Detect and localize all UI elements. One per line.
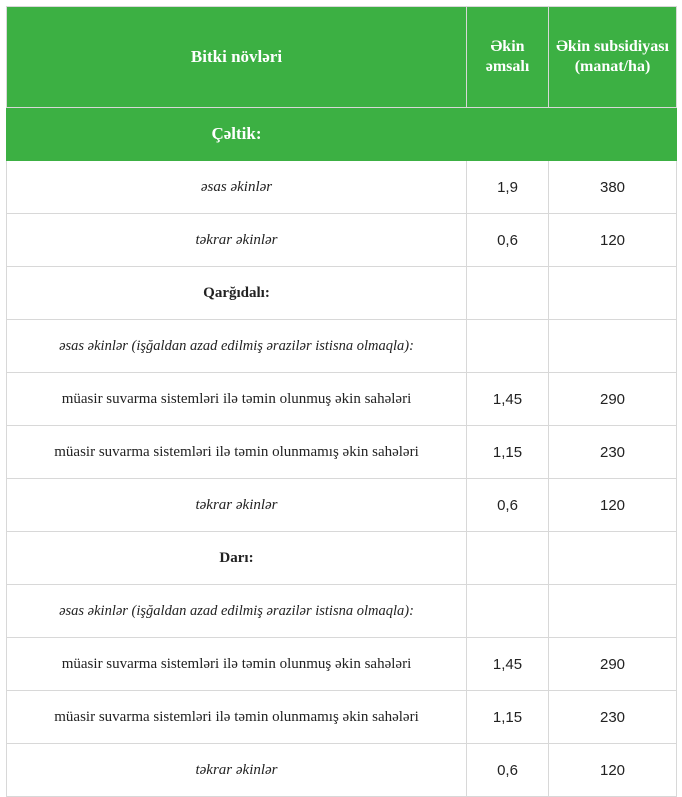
cell-subsidy: 120 [549, 214, 677, 267]
cell-subsidy [549, 320, 677, 373]
table-row [7, 479, 677, 532]
cell-subsidy: 120 [549, 744, 677, 797]
table-row [7, 373, 677, 426]
cell-subsidy [549, 267, 677, 320]
cell-coefficient: 0,6 [467, 214, 549, 267]
table-row [7, 426, 677, 479]
cell-coefficient: 1,15 [467, 691, 549, 744]
cell-plant-type: əsas əkinlər (işğaldan azad edilmiş ərazilər istisna olmaqla): [7, 585, 467, 638]
table-row [7, 744, 677, 797]
table-row [7, 214, 677, 267]
table-row [7, 320, 677, 373]
cell-coefficient: 0,6 [467, 479, 549, 532]
table-row [7, 161, 677, 214]
table-row [7, 638, 677, 691]
cell-plant-type: təkrar əkinlər [7, 744, 467, 797]
cell-coefficient: 1,15 [467, 426, 549, 479]
cell-subsidy [549, 585, 677, 638]
cell-coefficient [467, 585, 549, 638]
table-row [7, 108, 677, 161]
cell-coefficient: 1,9 [467, 161, 549, 214]
cell-plant-type: Çəltik: [7, 108, 467, 161]
cell-plant-type: müasir suvarma sistemləri ilə təmin olunmuş əkin sahələri [7, 638, 467, 691]
cell-coefficient: 0,6 [467, 744, 549, 797]
cell-subsidy: 380 [549, 161, 677, 214]
cell-plant-type: müasir suvarma sistemləri ilə təmin olunmamış əkin sahələri [7, 426, 467, 479]
column-header-coefficient: Əkin əmsalı [467, 7, 549, 108]
cell-coefficient [467, 532, 549, 585]
table-row [7, 532, 677, 585]
cell-coefficient: 1,45 [467, 373, 549, 426]
cell-subsidy: 230 [549, 691, 677, 744]
cell-coefficient [467, 108, 549, 161]
table-row [7, 267, 677, 320]
cell-plant-type: müasir suvarma sistemləri ilə təmin olunmuş əkin sahələri [7, 373, 467, 426]
column-header-subsidy: Əkin subsidiyası (manat/ha) [549, 7, 677, 108]
cell-coefficient [467, 320, 549, 373]
cell-plant-type: təkrar əkinlər [7, 214, 467, 267]
cell-subsidy [549, 108, 677, 161]
cell-coefficient: 1,45 [467, 638, 549, 691]
cell-subsidy: 120 [549, 479, 677, 532]
table-header-row [7, 7, 677, 108]
table-body [7, 108, 677, 797]
crop-subsidy-table [6, 6, 677, 797]
table-row [7, 691, 677, 744]
cell-plant-type: Darı: [7, 532, 467, 585]
cell-plant-type: əsas əkinlər [7, 161, 467, 214]
cell-subsidy: 290 [549, 373, 677, 426]
cell-subsidy: 230 [549, 426, 677, 479]
table-header [7, 7, 677, 108]
cell-plant-type: Qarğıdalı: [7, 267, 467, 320]
cell-subsidy: 290 [549, 638, 677, 691]
cell-coefficient [467, 267, 549, 320]
cell-plant-type: təkrar əkinlər [7, 479, 467, 532]
column-header-plant-types: Bitki növləri [7, 7, 467, 108]
cell-plant-type: əsas əkinlər (işğaldan azad edilmiş ərazilər istisna olmaqla): [7, 320, 467, 373]
cell-subsidy [549, 532, 677, 585]
table-row [7, 585, 677, 638]
cell-plant-type: müasir suvarma sistemləri ilə təmin olunmamış əkin sahələri [7, 691, 467, 744]
